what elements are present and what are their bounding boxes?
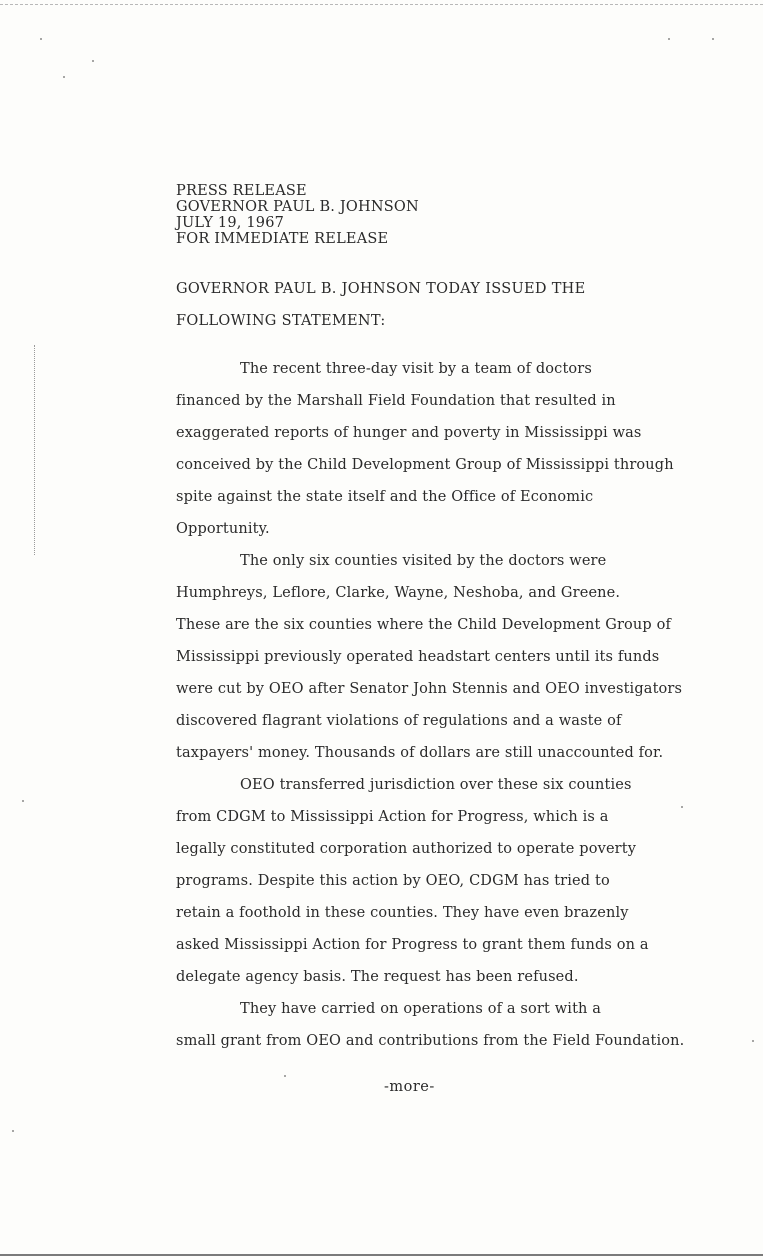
scan-speck — [284, 1075, 286, 1077]
body-line: from CDGM to Mississippi Action for Progress, which is a — [176, 809, 609, 825]
body-line: discovered flagrant violations of regulations and a waste of — [176, 713, 622, 729]
body-line: were cut by OEO after Senator John Stennis and OEO investigators — [176, 681, 683, 697]
scan-speck — [752, 1040, 754, 1042]
scan-speck — [63, 76, 65, 78]
top-perforation-edge — [0, 4, 763, 5]
body-line: delegate agency basis. The request has been refused. — [176, 969, 579, 985]
body-line: The only six counties visited by the doctors were — [240, 553, 607, 569]
body-line: OEO transferred jurisdiction over these six counties — [240, 777, 632, 793]
header-line-date: JULY 19, 1967 — [176, 215, 285, 231]
body-line: Mississippi previously operated headstart centers until its funds — [176, 649, 660, 665]
body-line: conceived by the Child Development Group of Mississippi through — [176, 457, 674, 473]
body-line: Humphreys, Leflore, Clarke, Wayne, Neshoba, and Greene. — [176, 585, 621, 601]
bottom-page-edge — [0, 1254, 763, 1256]
scan-speck — [681, 806, 683, 808]
continuation-marker: -more- — [384, 1079, 435, 1095]
body-line: The recent three-day visit by a team of doctors — [240, 361, 592, 377]
body-line: spite against the state itself and the Office of Economic — [176, 489, 594, 505]
body-line: retain a foothold in these counties. They have even brazenly — [176, 905, 629, 921]
body-line: programs. Despite this action by OEO, CDGM has tried to — [176, 873, 610, 889]
body-line: financed by the Marshall Field Foundation that resulted in — [176, 393, 616, 409]
scan-speck — [92, 60, 94, 62]
body-line: exaggerated reports of hunger and poverty in Mississippi was — [176, 425, 642, 441]
scan-speck — [40, 38, 42, 40]
header-line-release-type: PRESS RELEASE — [176, 183, 307, 199]
body-line: taxpayers' money. Thousands of dollars are still unaccounted for. — [176, 745, 664, 761]
scan-speck — [712, 38, 714, 40]
intro-line-2: FOLLOWING STATEMENT: — [176, 313, 386, 329]
intro-line-1: GOVERNOR PAUL B. JOHNSON TODAY ISSUED THE — [176, 281, 586, 297]
body-line: They have carried on operations of a sort with a — [240, 1001, 602, 1017]
body-line: Opportunity. — [176, 521, 270, 537]
body-line: small grant from OEO and contributions from the Field Foundation. — [176, 1033, 685, 1049]
body-line: These are the six counties where the Child Development Group of — [176, 617, 671, 633]
body-line: asked Mississippi Action for Progress to grant them funds on a — [176, 937, 649, 953]
press-release-header — [176, 183, 419, 247]
scan-speck — [22, 800, 24, 802]
header-line-issuer: GOVERNOR PAUL B. JOHNSON — [176, 199, 419, 215]
scan-speck — [668, 38, 670, 40]
header-line-release-timing: FOR IMMEDIATE RELEASE — [176, 231, 389, 247]
left-margin-mark — [34, 345, 35, 555]
body-line: legally constituted corporation authorized to operate poverty — [176, 841, 637, 857]
scan-speck — [12, 1130, 14, 1132]
